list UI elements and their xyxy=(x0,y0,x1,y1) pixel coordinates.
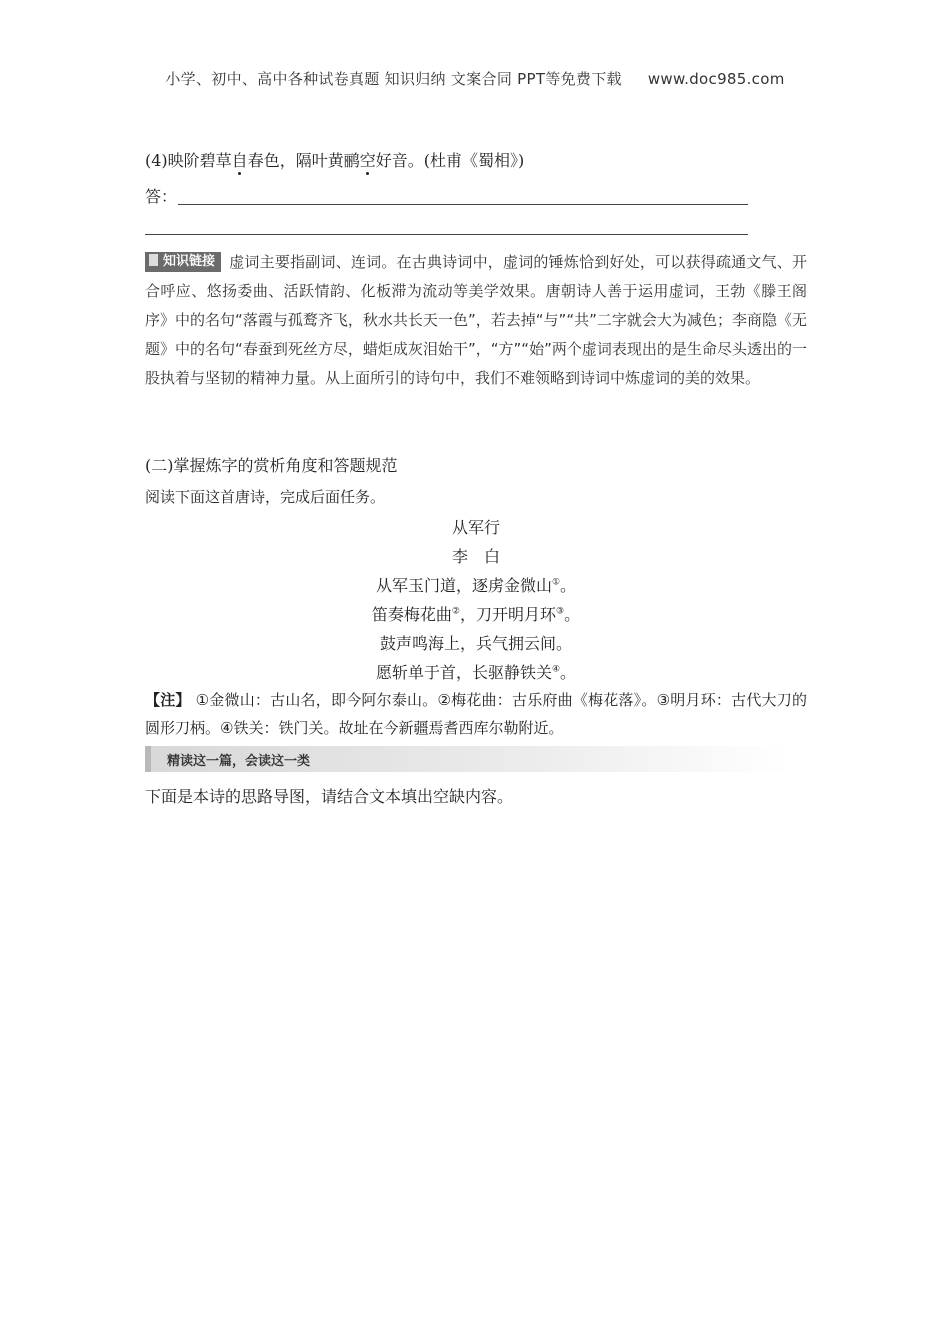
poem-line-2-mid: ，刀开明月环 xyxy=(459,605,556,624)
knowledge-link-tag-label: 知识链接 xyxy=(163,254,216,269)
answer-line-2[interactable] xyxy=(145,234,748,235)
footnote-mark-1: ① xyxy=(551,577,561,588)
question-4 xyxy=(145,150,524,172)
answer-label: 答： xyxy=(145,187,178,206)
poem-line-2 xyxy=(145,602,807,625)
knowledge-link-block xyxy=(145,248,807,393)
banner-text: 精读这一篇，会读这一类 xyxy=(167,754,311,769)
emphasized-char-zi: 自 xyxy=(231,151,248,170)
section-2-instruction: 阅读下面这首唐诗，完成后面任务。 xyxy=(145,488,386,506)
poem-title: 从军行 xyxy=(451,518,500,537)
mindmap-prompt: 下面是本诗的思路导图，请结合文本填出空缺内容。 xyxy=(145,787,514,806)
page-header xyxy=(0,68,950,89)
poem-line-2-end: 。 xyxy=(564,605,581,624)
poem-line-1 xyxy=(145,573,807,596)
footnote-mark-3: ③ xyxy=(556,606,565,617)
knowledge-link-text: 虚词主要指副词、连词。在古典诗词中，虚词的锤炼恰到好处，可以获得疏通文气、开合呼应、悠扬委曲、活跃情韵、化板滞为流动等美学效果。唐朝诗人善于运用虚词，王勃《滕王阁序》中的名句“落霞与孤鹜齐飞，秋水共长天一色”，若去掉“与”“共”二字就会大为减色；李商隐《无题》中的名句“春蚕到死丝方尽，蜡炬成灰泪始干”，“方”“始”两个虚词表现出的是生命尽头透出的一股执着与坚韧的精神力量。从上面所引的诗句中，我们不难领略到诗词中炼虚词的美的效果。 xyxy=(145,253,807,387)
banner-lead-bar xyxy=(145,746,151,772)
knowledge-link-tag xyxy=(145,252,221,272)
poem-author: 李 白 xyxy=(451,547,500,566)
question-4-text-1: (4)映阶碧草 xyxy=(145,151,232,170)
tag-bar-icon xyxy=(149,254,158,266)
poem-line-4-end: 。 xyxy=(560,663,577,682)
question-4-text-2: 春色，隔叶黄鹂 xyxy=(247,151,360,170)
section-2-title: (二)掌握炼字的赏析角度和答题规范 xyxy=(145,456,398,475)
poem-line-3: 鼓声鸣海上，兵气拥云间。 xyxy=(379,634,572,653)
poem-notes xyxy=(145,686,807,742)
question-4-text-3: 好音。(杜甫《蜀相》) xyxy=(375,151,525,170)
note-text: ①金微山：古山名，即今阿尔泰山。②梅花曲：古乐府曲《梅花落》。③明月环：古代大刀的圆形刀柄。④铁关：铁门关。故址在今新疆焉耆西库尔勒附近。 xyxy=(145,691,807,737)
poem-line-1-text: 从军玉门道，逐虏金微山 xyxy=(375,576,552,595)
answer-line-1[interactable] xyxy=(178,204,748,205)
footnote-mark-4: ④ xyxy=(551,664,561,675)
emphasized-char-kong: 空 xyxy=(359,151,376,170)
header-url[interactable]: www.doc985.com xyxy=(647,70,785,88)
poem-line-2-text: 笛奏梅花曲 xyxy=(371,605,452,624)
footnote-mark-2: ② xyxy=(451,606,460,617)
header-text: 小学、初中、高中各种试卷真题 知识归纳 文案合同 PPT等免费下载 xyxy=(165,70,622,88)
section-banner xyxy=(145,746,790,772)
poem-line-4-text: 愿斩单于首，长驱静铁关 xyxy=(375,663,552,682)
poem-line-1-end: 。 xyxy=(560,576,577,595)
poem-line-4 xyxy=(145,660,807,683)
note-label: 【注】 xyxy=(145,691,191,709)
